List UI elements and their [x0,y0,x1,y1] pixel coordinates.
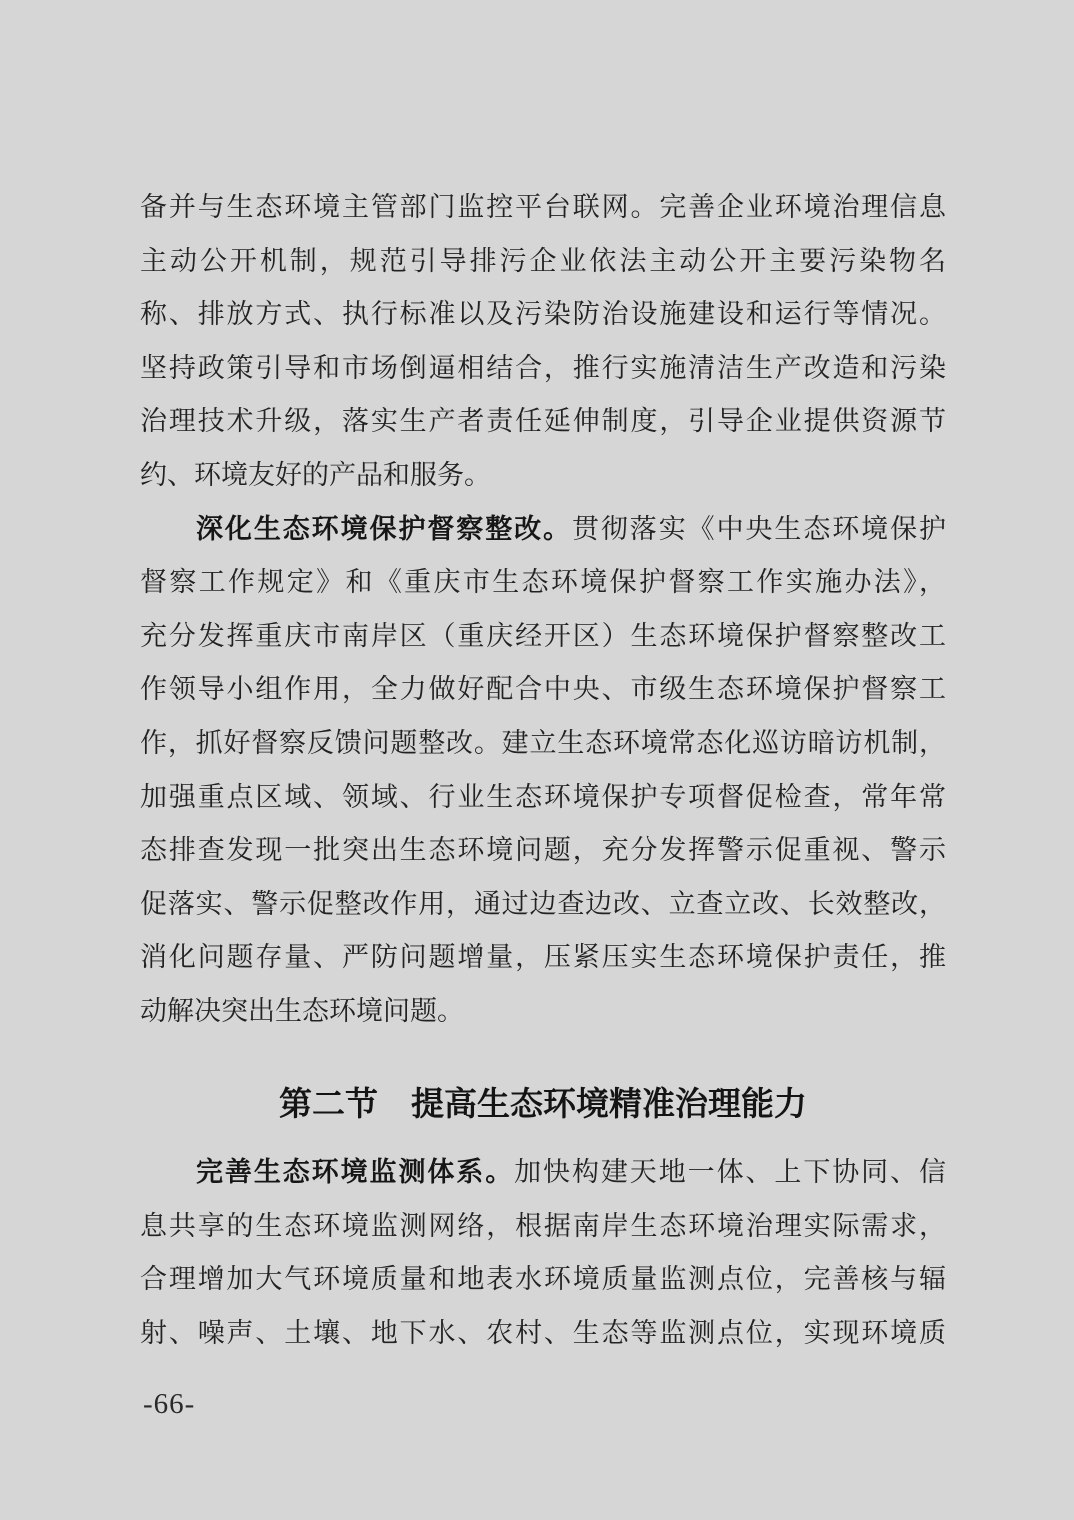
paragraph-lead: 深化生态环境保护督察整改。 [196,513,572,544]
page-number: -66- [143,1388,196,1420]
body-text: 加快构建天地一体、上下协同、信 [514,1157,947,1188]
body-line: 约、环境友好的产品和服务。 [140,459,491,490]
body-line: 主动公开机制，规范引导排污企业依法主动公开主要污染物名 [140,245,946,276]
body-line [140,1146,946,1200]
body-line: 射、噪声、土壤、地下水、农村、生态等监测点位，实现环境质 [140,1317,946,1348]
body-line: 态排查发现一批突出生态环境问题，充分发挥警示促重视、警示 [140,835,946,866]
body-line: 合理增加大气环境质量和地表水环境质量监测点位，完善核与辐 [140,1264,946,1295]
body-line: 促落实、警示促整改作用，通过边查边改、立查立改、长效整改， [140,888,946,919]
body-text: 贯彻落实《中央生态环境保护 [571,513,947,544]
body-line: 备并与生态环境主管部门监控平台联网。完善企业环境治理信息 [140,192,946,222]
text-block [140,181,946,1360]
body-line: 督察工作规定》和《重庆市生态环境保护督察工作实施办法》， [140,567,946,598]
body-line: 息共享的生态环境监测网络，根据南岸生态环境治理实际需求， [140,1210,946,1241]
paragraph [140,1146,946,1360]
body-line [140,503,946,557]
body-line: 消化问题存量、严防问题增量，压紧压实生态环境保护责任，推 [140,942,946,973]
body-line: 动解决突出生态环境问题。 [140,995,464,1026]
body-line: 作领导小组作用，全力做好配合中央、市级生态环境保护督察工 [140,674,946,705]
paragraph [140,503,946,1039]
body-line: 坚持政策引导和市场倒逼相结合，推行实施清洁生产改造和污染 [140,352,946,383]
body-line: 作，抓好督察反馈问题整改。建立生态环境常态化巡访暗访机制， [140,727,946,758]
body-line: 充分发挥重庆市南岸区（重庆经开区）生态环境保护督察整改工 [140,620,946,651]
paragraph [140,181,946,503]
section-heading: 第二节 提高生态环境精准治理能力 [279,1084,807,1122]
body-line: 治理技术升级，落实生产者责任延伸制度，引导企业提供资源节 [140,406,946,437]
body-line: 称、排放方式、执行标准以及污染防治设施建设和运行等情况。 [140,299,946,330]
body-line: 加强重点区域、领域、行业生态环境保护专项督促检查，常年常 [140,781,946,812]
paragraph-lead: 完善生态环境监测体系。 [196,1157,515,1188]
